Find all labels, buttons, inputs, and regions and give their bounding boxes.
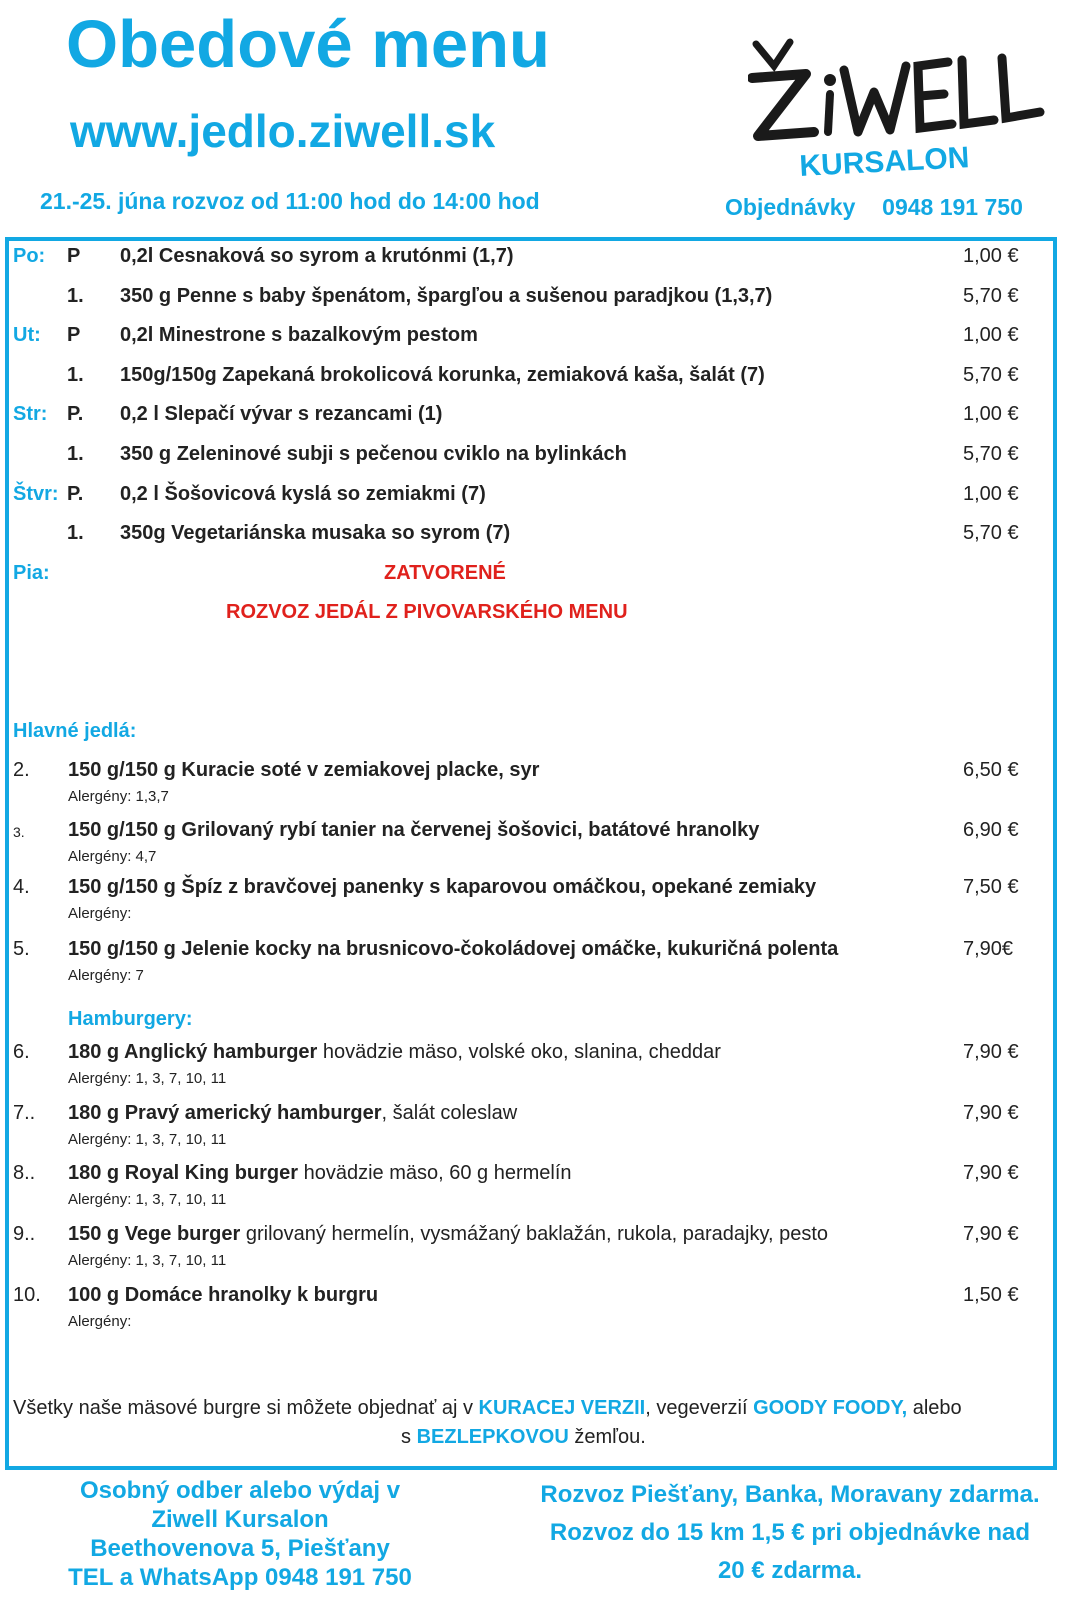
pickup-line: Osobný odber alebo výdaj v <box>79 1477 401 1504</box>
item-name <box>68 1284 378 1307</box>
delivery-line: Rozvoz do 15 km 1,5 € pri objednávke nad <box>549 1519 1031 1546</box>
ziwell-logo <box>748 36 1058 186</box>
day-label: Str: <box>13 403 48 425</box>
item-name <box>68 1041 721 1064</box>
note-text: Všetky naše mäsové burgre si môžete objednať aj v <box>13 1397 479 1419</box>
delivery-dates: 21.-25. júna rozvoz od 11:00 hod do 14:00 hod <box>40 188 540 214</box>
item-title: 180 g Royal King burger <box>68 1162 299 1184</box>
item-allergens: Alergény: 1, 3, 7, 10, 11 <box>68 1252 227 1269</box>
item-number: 9.. <box>13 1223 36 1245</box>
dish-code: 1. <box>67 522 84 544</box>
item-name <box>68 938 838 961</box>
item-name <box>68 1162 572 1185</box>
delivery-line: 20 € zdarma. <box>717 1557 863 1584</box>
daily-menu-row <box>0 245 1073 275</box>
item-title: 150 g Vege burger <box>68 1223 241 1245</box>
item-allergens: Alergény: 1, 3, 7, 10, 11 <box>68 1131 227 1148</box>
orders-label: Objednávky <box>725 194 856 220</box>
item-title: 150 g/150 g Kuracie soté v zemiakovej placke, syr <box>68 759 540 781</box>
dish-description: 350 g Zeleninové subji s pečenou cviklo na bylinkách <box>120 443 627 465</box>
item-number: 2. <box>13 759 30 781</box>
pickup-address: Beethovenova 5, Piešťany <box>90 1535 390 1562</box>
item-title: 180 g Pravý americký hamburger <box>68 1102 382 1124</box>
item-allergens: Alergény: 1, 3, 7, 10, 11 <box>68 1191 227 1208</box>
daily-menu-row <box>0 522 1073 552</box>
delivery-notice: ROZVOZ JEDÁL Z PIVOVARSKÉHO MENU <box>226 601 628 623</box>
dish-code: P <box>67 324 81 346</box>
note-chicken-version: KURACEJ VERZII <box>478 1397 646 1419</box>
dish-price: 5,70 € <box>963 443 1019 465</box>
item-name <box>68 819 759 842</box>
daily-menu-row <box>0 483 1073 513</box>
orders-contact <box>725 194 1023 221</box>
item-title: 150 g/150 g Grilovaný rybí tanier na červenej šošovici, batátové hranolky <box>68 819 760 841</box>
dish-description: 150g/150g Zapekaná brokolicová korunka, zemiaková kaša, šalát (7) <box>120 364 765 386</box>
daily-menu-row <box>0 285 1073 315</box>
item-allergens: Alergény: <box>68 1313 132 1330</box>
dish-description: 0,2 l Šošovicová kyslá so zemiakmi (7) <box>120 483 486 505</box>
item-price: 7,90 € <box>963 1041 1019 1063</box>
item-price: 6,90 € <box>963 819 1019 841</box>
item-price: 7,90€ <box>963 938 1014 960</box>
item-number: 6. <box>13 1041 30 1063</box>
dish-description: 350g Vegetariánska musaka so syrom (7) <box>120 522 511 544</box>
item-title: 180 g Anglický hamburger <box>68 1041 318 1063</box>
website-link[interactable]: www.jedlo.ziwell.sk <box>70 105 496 157</box>
friday-day: Pia: <box>13 562 50 584</box>
note-text: žemľou. <box>568 1426 646 1448</box>
day-label: Ut: <box>13 324 41 346</box>
item-ingredients: hovädzie mäso, volské oko, slanina, cheddar <box>317 1041 721 1063</box>
dish-description: 350 g Penne s baby špenátom, špargľou a sušenou paradjkou (1,3,7) <box>120 285 773 307</box>
item-number: 5. <box>13 938 30 960</box>
item-name <box>68 1102 517 1125</box>
item-ingredients: grilovaný hermelín, vysmážaný baklažán, rukola, paradajky, pesto <box>240 1223 828 1245</box>
note-gluten-free: BEZLEPKOVOU <box>416 1426 569 1448</box>
daily-menu-row <box>0 443 1073 473</box>
dish-price: 1,00 € <box>963 483 1019 505</box>
item-price: 7,90 € <box>963 1102 1019 1124</box>
item-title: 150 g/150 g Jelenie kocky na brusnicovo-čokoládovej omáčke, kukuričná polenta <box>68 938 839 960</box>
note-goody-foody: GOODY FOODY, <box>753 1397 908 1419</box>
item-name <box>68 1223 828 1246</box>
burger-options-note <box>13 1394 1053 1452</box>
dish-price: 1,00 € <box>963 403 1019 425</box>
dish-code: P. <box>67 483 84 505</box>
delivery-line: Rozvoz Piešťany, Banka, Moravany zdarma. <box>540 1481 1040 1508</box>
item-ingredients: , šalát coleslaw <box>381 1102 518 1124</box>
item-allergens: Alergény: 4,7 <box>68 848 157 865</box>
dish-price: 5,70 € <box>963 364 1019 386</box>
main-dishes-heading: Hlavné jedlá: <box>13 720 137 742</box>
day-label: Štvr: <box>13 483 59 505</box>
dish-price: 1,00 € <box>963 245 1019 267</box>
dish-code: 1. <box>67 285 84 307</box>
item-ingredients: hovädzie mäso, 60 g hermelín <box>298 1162 572 1184</box>
logo-subtitle: KURSALON <box>798 141 971 183</box>
item-price: 7,90 € <box>963 1223 1019 1245</box>
item-number: 4. <box>13 876 30 898</box>
item-title: 150 g/150 g Špíz z bravčovej panenky s kaparovou omáčkou, opekané zemiaky <box>68 876 817 898</box>
dish-price: 1,00 € <box>963 324 1019 346</box>
item-allergens: Alergény: 7 <box>68 967 144 984</box>
dish-code: P <box>67 245 81 267</box>
item-name <box>68 876 816 899</box>
note-text: s <box>401 1426 417 1448</box>
item-title: 100 g Domáce hranolky k burgru <box>68 1284 379 1306</box>
daily-menu-row <box>0 403 1073 433</box>
closed-label: ZATVORENÉ <box>384 562 506 584</box>
item-name <box>68 759 539 782</box>
delivery-info <box>530 1476 1050 1590</box>
item-price: 7,90 € <box>963 1162 1019 1184</box>
dish-code: 1. <box>67 443 84 465</box>
pickup-line: Ziwell Kursalon <box>151 1506 329 1533</box>
dish-description: 0,2l Minestrone s bazalkovým pestom <box>120 324 478 346</box>
daily-menu-row <box>0 364 1073 394</box>
dish-code: P. <box>67 403 84 425</box>
note-text: , vegeverzií <box>645 1397 754 1419</box>
page-title: Obedové menu <box>66 7 550 82</box>
pickup-info <box>40 1476 440 1592</box>
dish-code: 1. <box>67 364 84 386</box>
item-price: 7,50 € <box>963 876 1019 898</box>
day-label: Po: <box>13 245 46 267</box>
item-price: 6,50 € <box>963 759 1019 781</box>
note-text: alebo <box>907 1397 962 1419</box>
item-allergens: Alergény: 1, 3, 7, 10, 11 <box>68 1070 227 1087</box>
item-price: 1,50 € <box>963 1284 1019 1306</box>
item-number: 8.. <box>13 1162 36 1184</box>
item-number: 10. <box>13 1284 41 1306</box>
dish-price: 5,70 € <box>963 522 1019 544</box>
item-allergens: Alergény: <box>68 905 132 922</box>
item-number: 3. <box>13 824 25 840</box>
burgers-heading: Hamburgery: <box>68 1008 193 1030</box>
pickup-phone[interactable]: TEL a WhatsApp 0948 191 750 <box>68 1564 412 1591</box>
friday-row <box>0 562 1073 592</box>
dish-description: 0,2l Cesnaková so syrom a krutónmi (1,7) <box>120 245 514 267</box>
daily-menu-row <box>0 324 1073 354</box>
item-allergens: Alergény: 1,3,7 <box>68 788 169 805</box>
orders-phone[interactable]: 0948 191 750 <box>882 194 1023 220</box>
item-number: 7.. <box>13 1102 36 1124</box>
dish-description: 0,2 l Slepačí vývar s rezancami (1) <box>120 403 443 425</box>
dish-price: 5,70 € <box>963 285 1019 307</box>
